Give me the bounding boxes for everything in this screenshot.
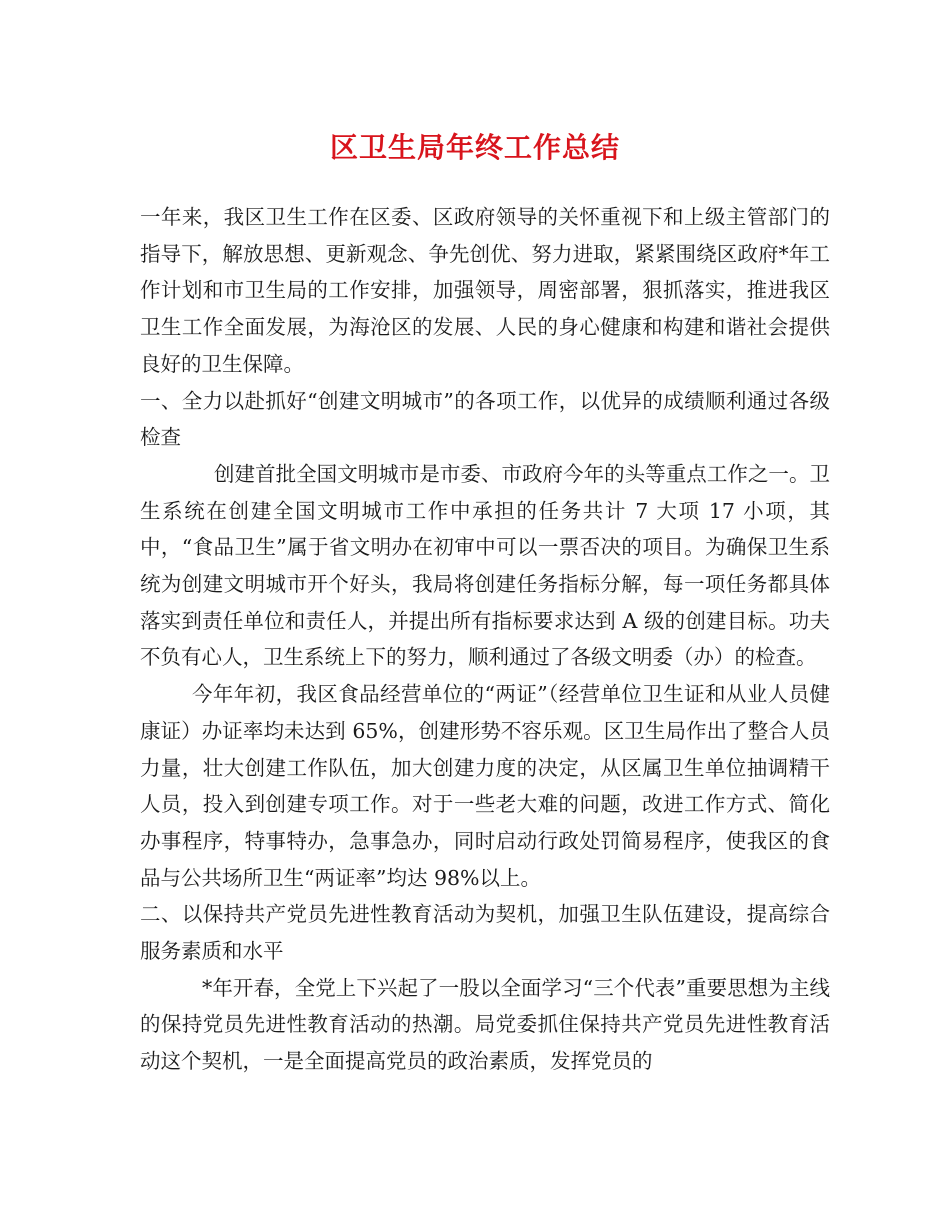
paragraph-two-certificates: 今年年初，我区食品经营单位的“两证”（经营单位卫生证和从业人员健康证）办证率均未达到 65%，创建形势不容乐观。区卫生局作出了整合人员力量，壮大创建工作队伍，加大创建力度的决定，从区属卫生单位抽调精干人员，投入到创建专项工作。对于一些老大难的问题，改进工作方式、简化办事程序，特事特办，急事急办，同时启动行政处罚简易程序，使我区的食品与公共场所卫生“两证率”均达 98%以上。 [140,682,830,890]
section-heading-1: 一、全力以赴抓好“创建文明城市”的各项工作，以优异的成绩顺利通过各级检查 [140,388,830,450]
document-body [140,199,830,1080]
paragraph-party-education: *年开春，全党上下兴起了一股以全面学习“三个代表”重要思想为主线的保持党员先进性教育活动的热潮。局党委抓住保持共产党员先进性教育活动这个契机，一是全面提高党员的政治素质，发挥党员的 [140,975,830,1074]
section-heading-2: 二、以保持共产党员先进性教育活动为契机，加强卫生队伍建设，提高综合服务素质和水平 [140,902,830,964]
paragraph-civilized-city: 创建首批全国文明城市是市委、市政府今年的头等重点工作之一。卫生系统在创建全国文明城市工作中承担的任务共计 7 大项 17 小项，其中，“食品卫生”属于省文明办在初审中可以一票否决的项目。为确保卫生系统为创建文明城市开个好头，我局将创建任务指标分解，每一项任务都具体落实到责任单位和责任人，并提出所有指标要求达到 A 级的创建目标。功夫不负有心人，卫生系统上下的努力，顺利通过了各级文明委（办）的检查。 [140,461,830,670]
paragraph-intro: 一年来，我区卫生工作在区委、区政府领导的关怀重视下和上级主管部门的指导下，解放思想、更新观念、争先创优、努力进取，紧紧围绕区政府*年工作计划和市卫生局的工作安排，加强领导，周密部署，狠抓落实，推进我区卫生工作全面发展，为海沧区的发展、人民的身心健康和构建和谐社会提供良好的卫生保障。 [140,205,830,376]
document-title: 区卫生局年终工作总结 [329,131,620,164]
